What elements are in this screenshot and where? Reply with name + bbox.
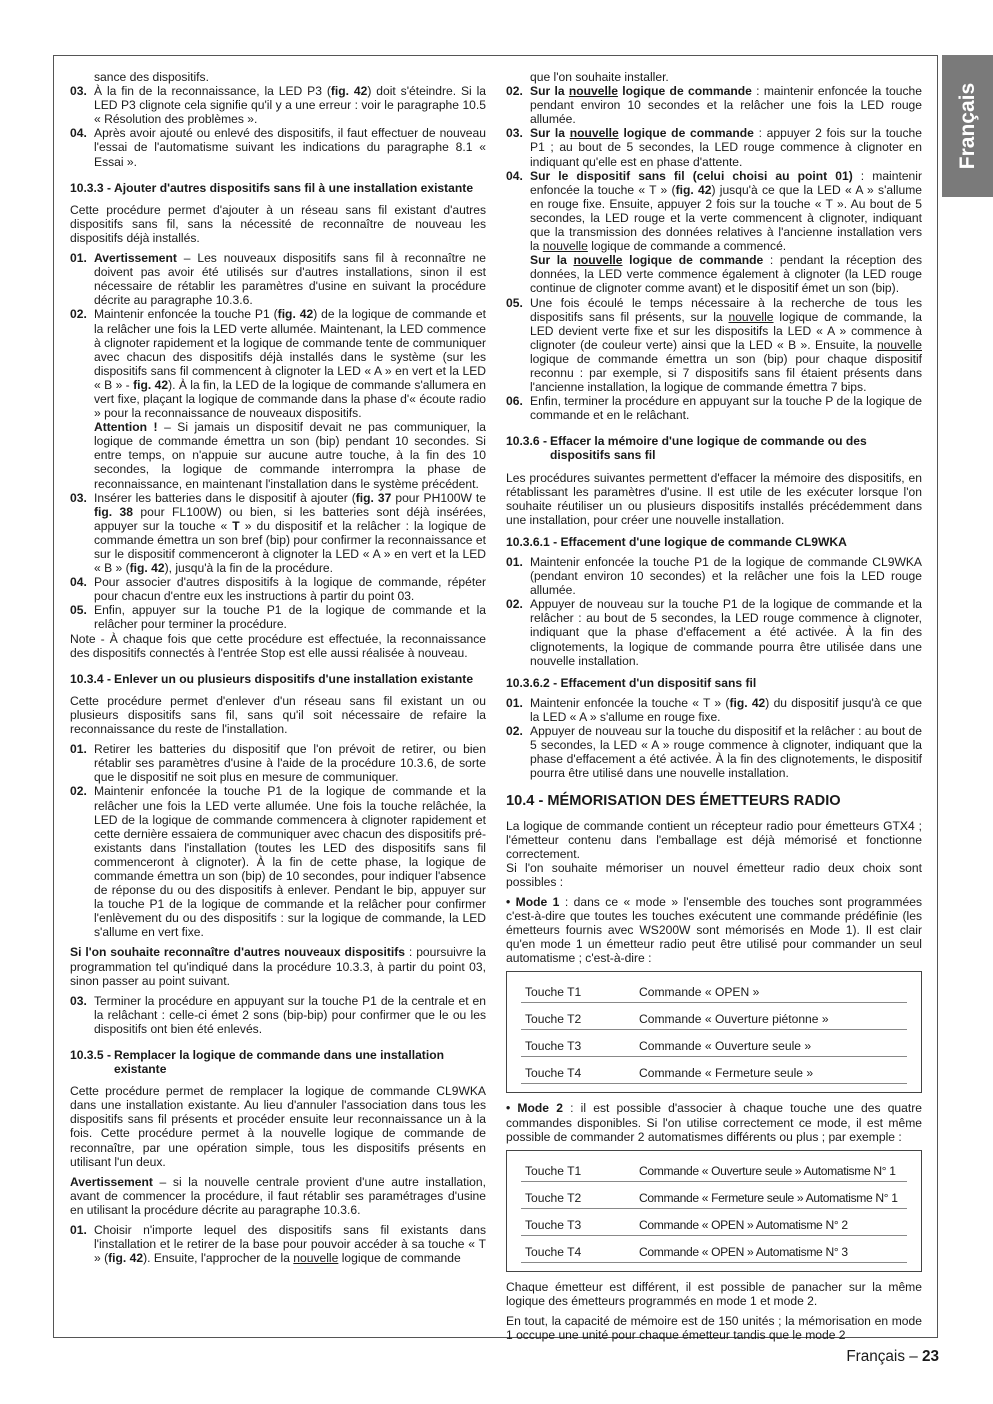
paragraph: Si l'on souhaite reconnaître d'autres nouveaux dispositifs : poursuivre la programmation tel qu'indiqué dans la procédure 10.3.3, à partir du point 03, sinon passer au point suivant. <box>70 945 486 988</box>
list-item: 06. Enfin, terminer la procédure en appuyant sur la touche P de la logique de commande et en le relâchant. <box>506 394 922 423</box>
list-item: 05. Enfin, appuyer sur la touche P1 de la logique de commande et la relâcher pour terminer la procédure. <box>70 603 486 632</box>
paragraph: La logique de commande contient un récepteur radio pour émetteurs GTX4 ; l'émetteur contenu dans l'emballage est déjà mémorisé et fonctionne correctement. <box>506 818 922 861</box>
note: Note - À chaque fois que cette procédure est effectuée, la reconnaissance des dispositifs connectés à l'entrée Stop est elle aussi réalisée à nouveau. <box>70 631 486 660</box>
list-item: 05. Une fois écoulé le temps nécessaire à la recherche de tous les dispositifs sans fil présents, sur la nouvelle logique de commande, la LED devient verte fixe et sur les dispositifs la LED « A » commence à clignoter (de couleur verte) ainsi que la LED « B ». Ensuite, la nouvelle logique de commande émettra un son (bip) pour chaque dispositif reconnu : par exemple, si 7 dispositifs sans fil étaient présents dans l'ancienne installation, la logique de commande émettra 7 bips. <box>506 295 922 395</box>
mode2-table <box>506 1150 922 1272</box>
table-row: Touche T4 Commande « OPEN » Automatisme N° 3 <box>521 1236 907 1263</box>
paragraph: Sur la nouvelle logique de commande : pendant la réception des données, la LED verte commence également à clignoter (la LED rouge continue de clignoter comme avant) et le dispositif émet un son (bip). <box>530 253 922 296</box>
table-row: Touche T3 Commande « OPEN » Automatisme N° 2 <box>521 1209 907 1236</box>
list-item: 04. Sur le dispositif sans fil (celui choisi au point 01) : maintenir enfoncée la touche « T » (fig. 42) jusqu'à ce que la LED « A » s'allume en rouge fixe. Ensuite, appuyer 2 fois sur la touche « T ». Au bout de 5 secondes, la LED rouge et la verte commencent à clignoter, indiquant que la transmission des données relatives à l'ancienne installation vers la nouvelle logique de commande a commencé. <box>506 168 922 254</box>
paragraph: Chaque émetteur est différent, il est possible de panacher sur la même logique des émetteurs programmés en mode 1 et mode 2. <box>506 1279 922 1308</box>
paragraph: Les procédures suivantes permettent d'effacer la mémoire des dispositifs, en rétablissant les paramètres d'usine. Il est utile de les exécuter lorsque l'on souhaite réutiliser un ou plusieurs dispositifs installés précédemment dans une installation, pour créer une nouvelle installation. <box>506 470 922 527</box>
list-item: 02. Maintenir enfoncée la touche P1 (fig. 42) de la logique de commande et la relâcher une fois la LED verte allumée. Maintenant, la LED commence à clignoter rapidement et la logique de commande tente de communiquer avec chacun des dispositifs déjà installés dans le système (sur les dispositifs sans fil commencent à clignoter la LED « A » en vert et la LED « B » - fig. 42). À la fin, la LED de la logique de commande s'allumera en vert fixe, plaçant la logique de commande dans la phase d'« écoute radio » pour la reconnaissance de nouveaux dispositifs. <box>70 307 486 421</box>
attention-note: Attention ! – Si jamais un dispositif devait ne pas communiquer, la logique de commande émettra un son (bip) pendant 10 secondes. Si entre temps, on n'appuie sur aucune autre touche, à la fin des 10 secondes, la logique de commande interrompra la phase de reconnaissance, en maintenant l'installation dans le système précédent. <box>94 420 487 491</box>
paragraph: Cette procédure permet d'ajouter à un réseau sans fil existant d'autres dispositifs sans fil, sans la nécessité de reconnaître de nouveau les dispositifs déjà installés. <box>70 202 486 245</box>
list-item: 03. À la fin de la reconnaissance, la LED P3 (fig. 42) doit s'éteindre. Si la LED P3 clignote cela signifie qu'il y a une erreur : voir le paragraphe 10.5 « Résolution des problèmes ». <box>70 84 486 127</box>
table-row: Touche T2 Commande « Ouverture piétonne » <box>521 1003 907 1030</box>
page-number: 23 <box>921 1348 939 1365</box>
section-heading-10-3-5: 10.3.5 - Remplacer la logique de commande dans une installation existante <box>70 1048 444 1077</box>
section-heading-10-3-4: 10.3.4 - Enlever un ou plusieurs dispositifs d'une installation existante <box>70 671 474 686</box>
paragraph: Cette procédure permet d'enlever d'un réseau sans fil existant un ou plusieurs dispositifs sans fil, sans qu'il soit nécessaire de refaire la reconnaissance du reste de l'installation. <box>70 693 486 737</box>
list-item: 02. Appuyer de nouveau sur la touche du dispositif et la relâcher : au bout de 5 secondes, la LED « A » rouge commence à clignoter, indiquant que la phase d'effacement a été activée. À la fin des clignotements, le dispositif pourra être utilisé dans une nouvelle installation. <box>506 724 922 781</box>
list-item: 01. Maintenir enfoncée la touche « T » (fig. 42) du dispositif jusqu'à ce que la LED « A » s'allume en rouge fixe. <box>506 695 922 724</box>
table-row: Touche T3 Commande « Ouverture seule » <box>521 1030 907 1057</box>
right-column <box>506 70 922 1348</box>
section-heading-10-3-6: 10.3.6 - Effacer la mémoire d'une logique de commande ou des dispositifs sans fil <box>506 434 867 463</box>
list-item: 03. Sur la nouvelle logique de commande : appuyer 2 fois sur la touche P1 ; au bout de 5 secondes, la LED rouge commence à clignoter en indiquant qu'elle est en phase d'attente. <box>506 126 923 169</box>
paragraph: sance des dispositifs. <box>94 70 209 84</box>
table-row: Touche T4 Commande « Fermeture seule » <box>521 1057 907 1084</box>
section-heading-10-4: 10.4 - MÉMORISATION DES ÉMETTEURS RADIO <box>506 793 841 810</box>
page-footer <box>846 1348 939 1366</box>
section-heading-10-3-6-1: 10.3.6.1 - Effacement d'une logique de commande CL9WKA <box>506 534 847 549</box>
paragraph: Si l'on souhaite mémoriser un nouvel émetteur radio deux choix sont possibles : <box>506 860 922 889</box>
list-item: 01. Retirer les batteries du dispositif que l'on prévoit de retirer, ou bien rétablir ses paramètres d'usine à l'aide de la procédure 10.3.6, de sorte que le dispositif ne soit plus en mesure de communiquer. <box>70 742 486 785</box>
paragraph: • Mode 1 : dans ce « mode » l'ensemble des touches sont programmées c'est-à-dire que toutes les touches exécutent une commande prédéfinie (les émetteurs fournis avec WS200W sont mémorisés en Mode 1). Il est clair qu'en mode 1 un émetteur radio peut être utilisé pour commander un seul automatisme ; c'est-à-dire : <box>506 894 922 966</box>
table-row: Touche T1 Commande « Ouverture seule » Automatisme N° 1 <box>521 1155 907 1182</box>
table-row: Touche T2 Commande « Fermeture seule » Automatisme N° 1 <box>521 1182 907 1209</box>
paragraph: que l'on souhaite installer. <box>530 70 669 84</box>
list-item: 01. Avertissement – Les nouveaux dispositifs sans fil à reconnaître ne doivent pas avoir été utilisés sur d'autres installations, sinon il est nécessaire de rétablir les paramètres d'usine en suivant la procédure décrite au paragraphe 10.3.6. <box>70 251 486 308</box>
list-item: 03. Insérer les batteries dans le dispositif à ajouter (fig. 37 pour PH100W te fig. 38 pour FL100W) ou bien, si les batteries sont déjà insérées, appuyer sur la touche « T » du dispositif et la relâcher : la logique de commande émettra un son bref (bip) pour confirmer la reconnaissance et sur le dispositif commenceront à clignoter la LED « A » en vert et la LED « B » (fig. 42), jusqu'à la fin de la procédure. <box>70 490 487 576</box>
section-heading-10-3-6-2: 10.3.6.2 - Effacement d'un dispositif sans fil <box>506 675 757 690</box>
list-item: 02. Appuyer de nouveau sur la touche P1 de la logique de commande et la relâcher : au bout de 5 secondes, la LED rouge commence à clignoter, indiquant que la phase d'effacement a été activée. À la fin des clignotements, la logique de commande pourra être utilisée dans une nouvelle installation. <box>506 597 922 668</box>
list-item: 01. Maintenir enfoncée la touche P1 de la logique de commande CL9WKA (pendant environ 10 secondes) et la relâcher une fois la LED rouge allumée. <box>506 555 922 598</box>
section-heading-10-3-3: 10.3.3 - Ajouter d'autres dispositifs sans fil à une installation existante <box>70 180 474 195</box>
footer-language: Français <box>846 1348 905 1365</box>
list-item: 04. Pour associer d'autres dispositifs à la logique de commande, répéter pour chacun d'entre eux les instructions à partir du point 03. <box>70 575 486 604</box>
page-frame <box>53 55 938 1342</box>
list-item: 02. Maintenir enfoncée la touche P1 de la logique de commande et la relâcher une fois la LED verte allumée. Une fois la touche relâchée, la LED de la logique de commande commencera à clignoter rapidement et cette dernière essaiera de communiquer avec chacun des dispositifs pré-existants dans l'installation (toutes les LED des dispositifs sans fil commenceront à clignoter). À la fin de cette phase, la logique de commande émettra un son (bip) de 10 secondes, pour indiquer l'absence de réponse du ou des dispositifs à enlever. Pendant le bip, appuyer sur la touche P1 de la logique de commande et la relâcher pour confirmer l'enlèvement du ou des dispositifs : sur la logique de commande, la LED s'allume en vert fixe. <box>70 784 486 940</box>
left-column <box>70 70 486 1265</box>
paragraph: • Mode 2 : il est possible d'associer à chaque touche une des quatre commandes disponibles. Si l'on utilise correctement ce mode, il est même possible de commander 2 automatismes différents ou plus ; par exemple : <box>506 1101 922 1144</box>
language-tab <box>942 55 993 197</box>
list-item: 03. Terminer la procédure en appuyant sur la touche P1 de la centrale et en la relâchant : celle-ci émet 2 sons (bip-bip) pour confirmer que le ou les dispositifs ont bien été enlevés. <box>70 993 486 1036</box>
footer-separator: – <box>904 1348 922 1365</box>
mode1-table <box>506 971 922 1093</box>
paragraph: Cette procédure permet de remplacer la logique de commande CL9WKA dans une installation existante. Au lieu d'annuler l'association dans tous les dispositifs sans fil présents et procéder ensuite leur reconnaissance un à la fois. Cette procédure permet à la nouvelle logique de commande de reconnaître, par une opération simple, tous les dispositifs présents en utilisant l'un deux. <box>70 1084 486 1169</box>
list-item: 01. Choisir n'importe lequel des dispositifs sans fil existants dans l'installation et le retirer de la base pour pouvoir accéder à sa touche « T » (fig. 42). Ensuite, l'approcher de la nouvelle logique de commande <box>70 1223 486 1266</box>
table-row: Touche T1 Commande « OPEN » <box>521 976 907 1003</box>
paragraph: En tout, la capacité de mémoire est de 150 unités ; la mémorisation en mode 1 occupe une unité pour chaque émetteur tandis que le mode 2 <box>506 1313 922 1342</box>
language-tab-label: Français <box>955 82 979 170</box>
list-item: 02. Sur la nouvelle logique de commande : maintenir enfoncée la touche pendant environ 10 secondes et la relâcher une fois la LED rouge allumée. <box>506 84 922 127</box>
warning: Avertissement – si la nouvelle centrale provient d'une autre installation, avant de commencer la procédure, il faut rétablir ses paramétrages d'usine en utilisant la procédure décrite au paragraphe 10.3.6. <box>70 1174 486 1217</box>
list-item: 04. Après avoir ajouté ou enlevé des dispositifs, il faut effectuer de nouveau l'essai de l'automatisme suivant les indications du paragraphe 8.1 « Essai ». <box>70 126 486 169</box>
